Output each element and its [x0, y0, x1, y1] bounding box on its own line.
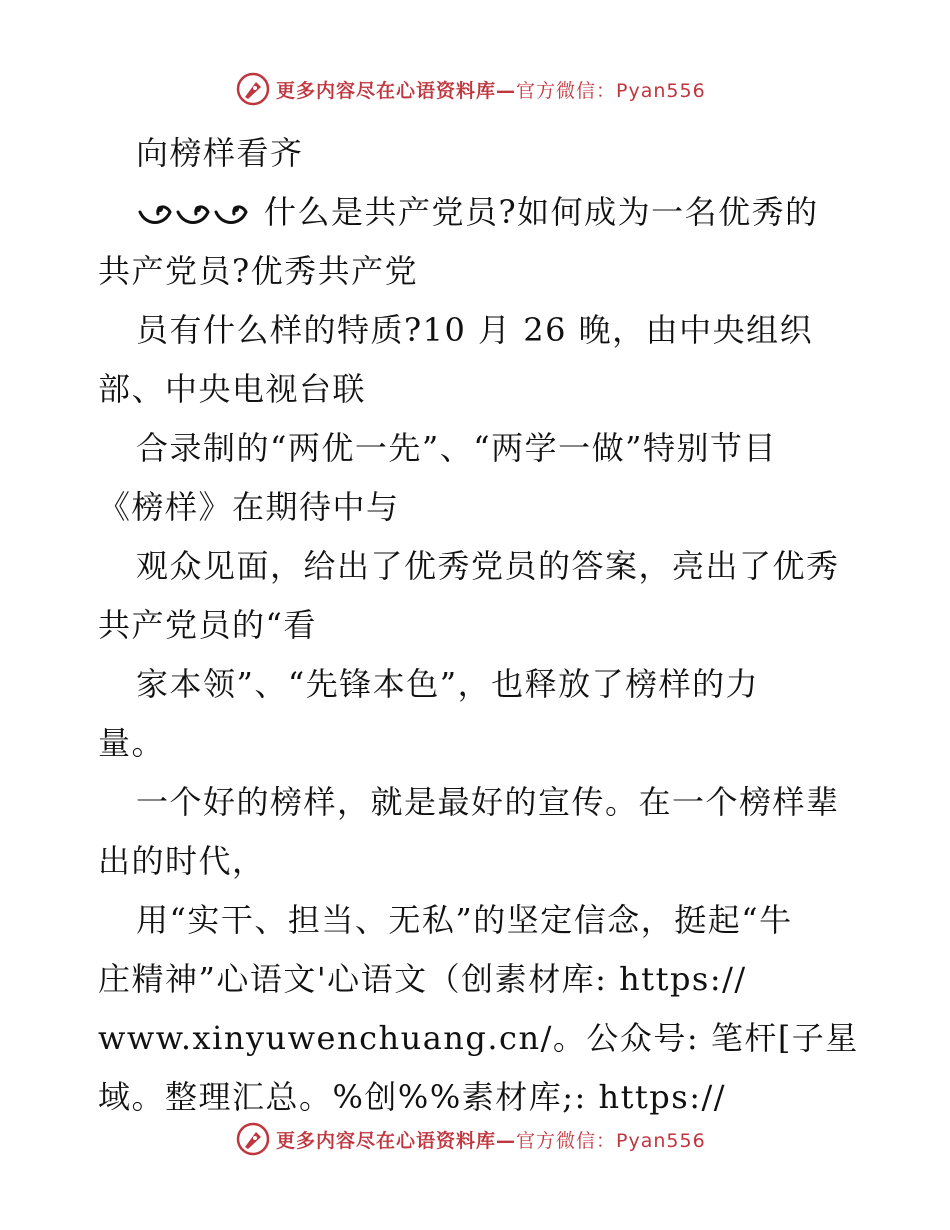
pen-nib-logo-icon: [236, 72, 270, 106]
document-body: [98, 124, 858, 1127]
banner-contact: 官方微信：Pyan556: [516, 79, 706, 102]
text-line: 共产党员?优秀共产党: [98, 252, 419, 290]
text-line: 部、中央电视台联: [98, 370, 367, 408]
text-line: 用“实干、担当、无私”的坚定信念，挺起“牛: [136, 901, 793, 939]
header-banner: [236, 72, 706, 106]
text-line: 共产党员的“看: [98, 606, 317, 644]
text-line: 量。: [98, 724, 166, 762]
text-line: 一个好的榜样，就是最好的宣传。在一个榜样辈: [136, 783, 840, 821]
banner-contact: 官方微信：Pyan556: [516, 1129, 706, 1152]
text-line: 庄精神”心语文'心语文（创素材库: https://: [98, 960, 747, 998]
text-line: 《榜样》在期待中与: [98, 488, 400, 526]
text-line: 合录制的“两优一先”、“两学一做”特别节目: [136, 429, 777, 467]
banner-slogan: 更多内容尽在心语资料库—: [276, 79, 517, 102]
text-line: [98, 183, 858, 242]
banner-slogan: 更多内容尽在心语资料库—: [276, 1129, 517, 1152]
text-line: 域。整理汇总。%创%%素材库;: https://: [98, 1078, 727, 1116]
text-line: 家本领”、“先锋本色”，也释放了榜样的力: [136, 665, 760, 703]
text-line: 员有什么样的特质?10 月 26 晚，由中央组织: [136, 311, 814, 349]
heading-line: 向榜样看齐: [136, 134, 304, 172]
swirl-ornament-icon: [136, 200, 256, 230]
text-line: 观众见面，给出了优秀党员的答案，亮出了优秀: [136, 547, 840, 585]
text-line: www.xinyuwenchuang.cn/。公众号: 笔杆[子星: [98, 1019, 859, 1057]
text-line: 出的时代，: [98, 842, 266, 880]
text-line-content: 什么是共产党员?如何成为一名优秀的: [264, 193, 819, 231]
pen-nib-logo-icon: [236, 1122, 270, 1156]
footer-banner: [236, 1122, 706, 1156]
